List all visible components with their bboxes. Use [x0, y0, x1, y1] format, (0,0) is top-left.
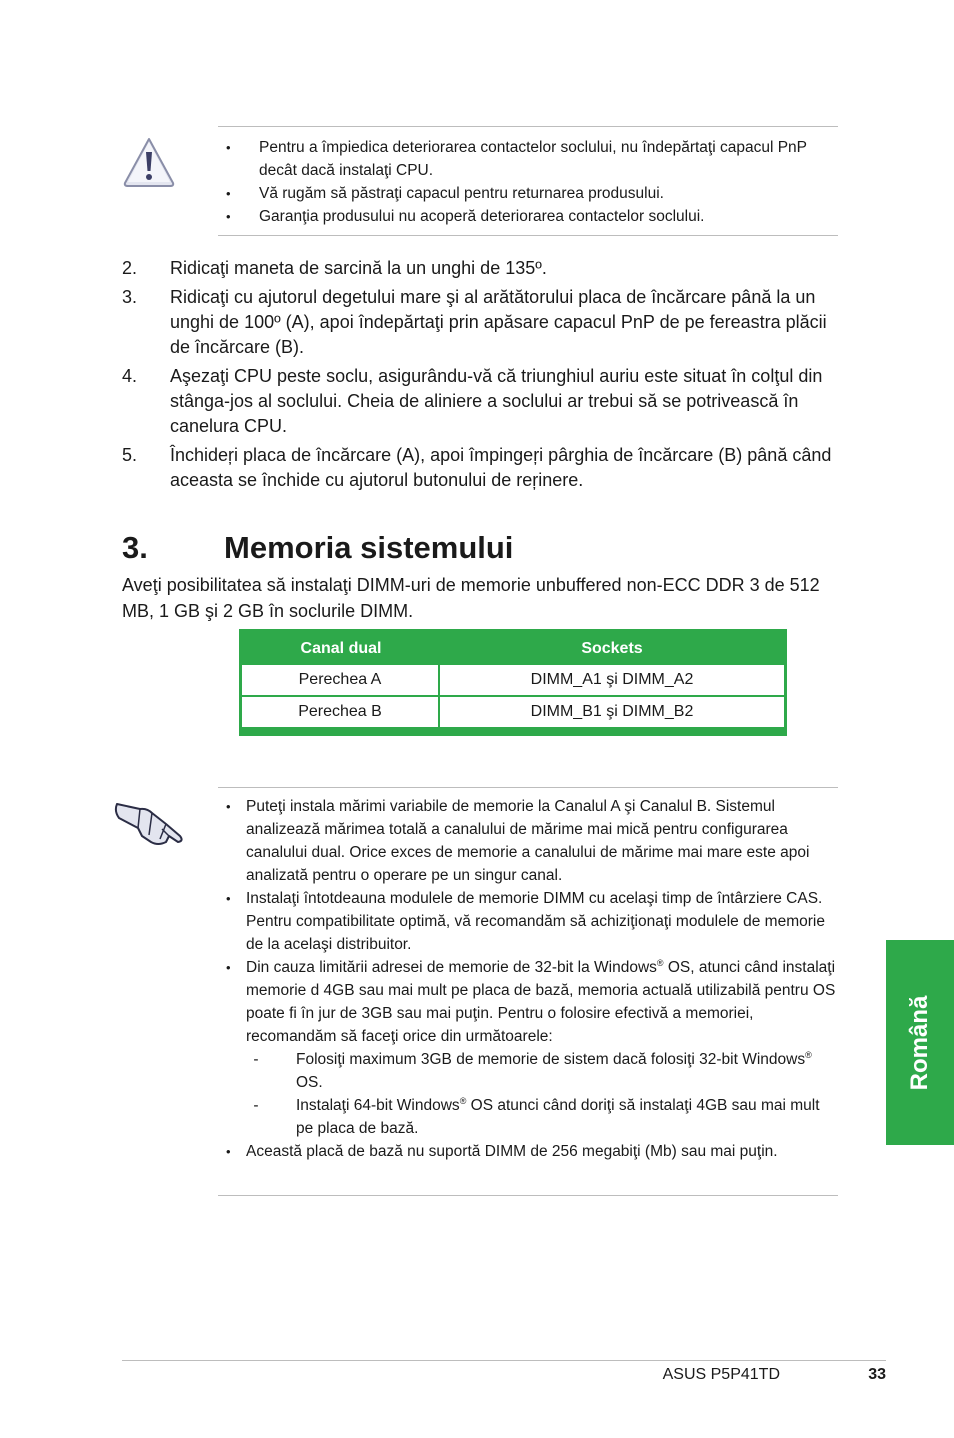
- step-number: 4.: [122, 366, 138, 386]
- note-subitem: [246, 1094, 838, 1140]
- note-list: [226, 795, 838, 1163]
- footer-rule: [122, 1360, 886, 1361]
- installation-steps: [122, 256, 838, 497]
- step-number: 5.: [122, 445, 138, 465]
- note-item: • Puteţi instala mărimi variabile de memorie la Canalul A şi Canalul B. Sistemul analizează mărimea totală a canalului de mărime mai mică pentru configurarea canalului dual. Orice exces de memorie a canalului de mărime mai mare este apoi analizată pentru o operare pe un singur canal.: [226, 795, 838, 887]
- registered-mark: ®: [459, 1096, 467, 1106]
- step-number: 3.: [122, 287, 138, 307]
- step-text: Închideŗi placa de încărcare (A), apoi împingeŗi pârghia de încărcare (B) până când aceasta se închide cu ajutorul butonului de reŗinere.: [170, 445, 832, 490]
- table-cell: Perechea B: [242, 697, 440, 729]
- note-text: OS.: [296, 1074, 323, 1091]
- note-item: • Instalaţi întotdeauna modulele de memorie DIMM cu acelaşi timp de întârziere CAS. Pentru compatibilitate optimă, vă recomandăm să achiziţionaţi modulele de memorie de la acelaşi distribuitor.: [226, 887, 838, 956]
- caution-list: [226, 136, 838, 228]
- note-text: OS, atunci când instalaţi memorie d 4GB sau mai mult pe placa de bază, memoria actuală utilizabilă pentru OS poate fi în jur de 3GB sau mai puţin. Pentru o folosire efectivă a memoriei, recomandăm să faceţi orice din următoarele:: [246, 959, 836, 1045]
- registered-mark: ®: [656, 958, 664, 968]
- caution-item: • Pentru a împiedica deteriorarea contactelor soclului, nu îndepărtaţi capacul PnP decât dacă instalaţi CPU.: [226, 136, 838, 182]
- registered-mark: ®: [805, 1050, 812, 1060]
- caution-top-rule: [218, 126, 838, 127]
- note-item: • Această placă de bază nu suportă DIMM de 256 megabiţi (Mb) sau mai puţin.: [226, 1140, 838, 1163]
- table-cell: DIMM_A1 şi DIMM_A2: [440, 665, 784, 697]
- caution-item: • Vă rugăm să păstraţi capacul pentru returnarea produsului.: [226, 182, 838, 205]
- note-top-rule: [218, 787, 838, 788]
- pointing-hand-icon: [114, 796, 186, 848]
- section-number: 3.: [122, 530, 148, 565]
- note-text: OS atunci când doriţi să instalaţi 4GB sau mai mult pe placa de bază.: [296, 1097, 820, 1137]
- section-title: Memoria sistemului: [224, 530, 514, 565]
- language-side-tab: [886, 940, 954, 1145]
- table-row: [242, 697, 784, 729]
- caution-triangle-icon: [122, 136, 176, 188]
- dash-marker: -: [253, 1051, 259, 1068]
- step-text: Ridicaţi maneta de sarcină la un unghi de 135º.: [170, 258, 547, 278]
- note-item: [226, 956, 838, 1140]
- section-intro: Aveţi posibilitatea să instalaţi DIMM-uri de memorie unbuffered non-ECC DDR 3 de 512 MB, 1 GB şi 2 GB în soclurile DIMM.: [122, 575, 820, 621]
- caution-item: • Garanţia produsului nu acoperă deteriorarea contactelor soclului.: [226, 205, 838, 228]
- note-text: Folosiţi maximum 3GB de memorie de sistem dacă folosiţi 32-bit Windows: [296, 1051, 806, 1068]
- page-number: 33: [868, 1366, 886, 1383]
- step-item: [122, 256, 838, 281]
- step-text: Ridicaţi cu ajutorul degetului mare şi al arătătorului placa de încărcare până la un unghi de 100º (A), apoi îndepărtaţi prin apăsare capacul PnP de pe fereastra plăcii de încărcare (B).: [170, 287, 827, 357]
- table-header-row: [242, 632, 784, 665]
- footer-model: ASUS P5P41TD: [662, 1366, 780, 1383]
- step-number: 2.: [122, 258, 138, 278]
- note-sublist: [246, 1048, 838, 1140]
- note-text: Instalaţi 64-bit Windows: [296, 1097, 460, 1114]
- dimm-channel-table: [239, 629, 787, 736]
- column-header: Sockets: [581, 639, 643, 657]
- step-item: [122, 443, 838, 493]
- caution-bottom-rule: [218, 235, 838, 236]
- dash-marker: -: [253, 1097, 259, 1114]
- note-bottom-rule: [218, 1195, 838, 1196]
- step-item: [122, 285, 838, 360]
- note-text: Din cauza limitării adresei de memorie de 32-bit la Windows: [246, 959, 657, 976]
- column-header: Canal dual: [300, 639, 382, 657]
- table-row: [242, 665, 784, 697]
- table-cell: DIMM_B1 şi DIMM_B2: [440, 697, 784, 729]
- step-item: [122, 364, 838, 439]
- step-text: Aşezaţi CPU peste soclu, asigurându-vă că triunghiul auriu este situat în colţul din stânga-jos al soclului. Cheia de aliniere a soclului ar trebui să se potrivească în canelura CPU.: [170, 366, 823, 436]
- note-subitem: [246, 1048, 838, 1094]
- language-label: Română: [906, 995, 933, 1090]
- table-cell: Perechea A: [242, 665, 440, 697]
